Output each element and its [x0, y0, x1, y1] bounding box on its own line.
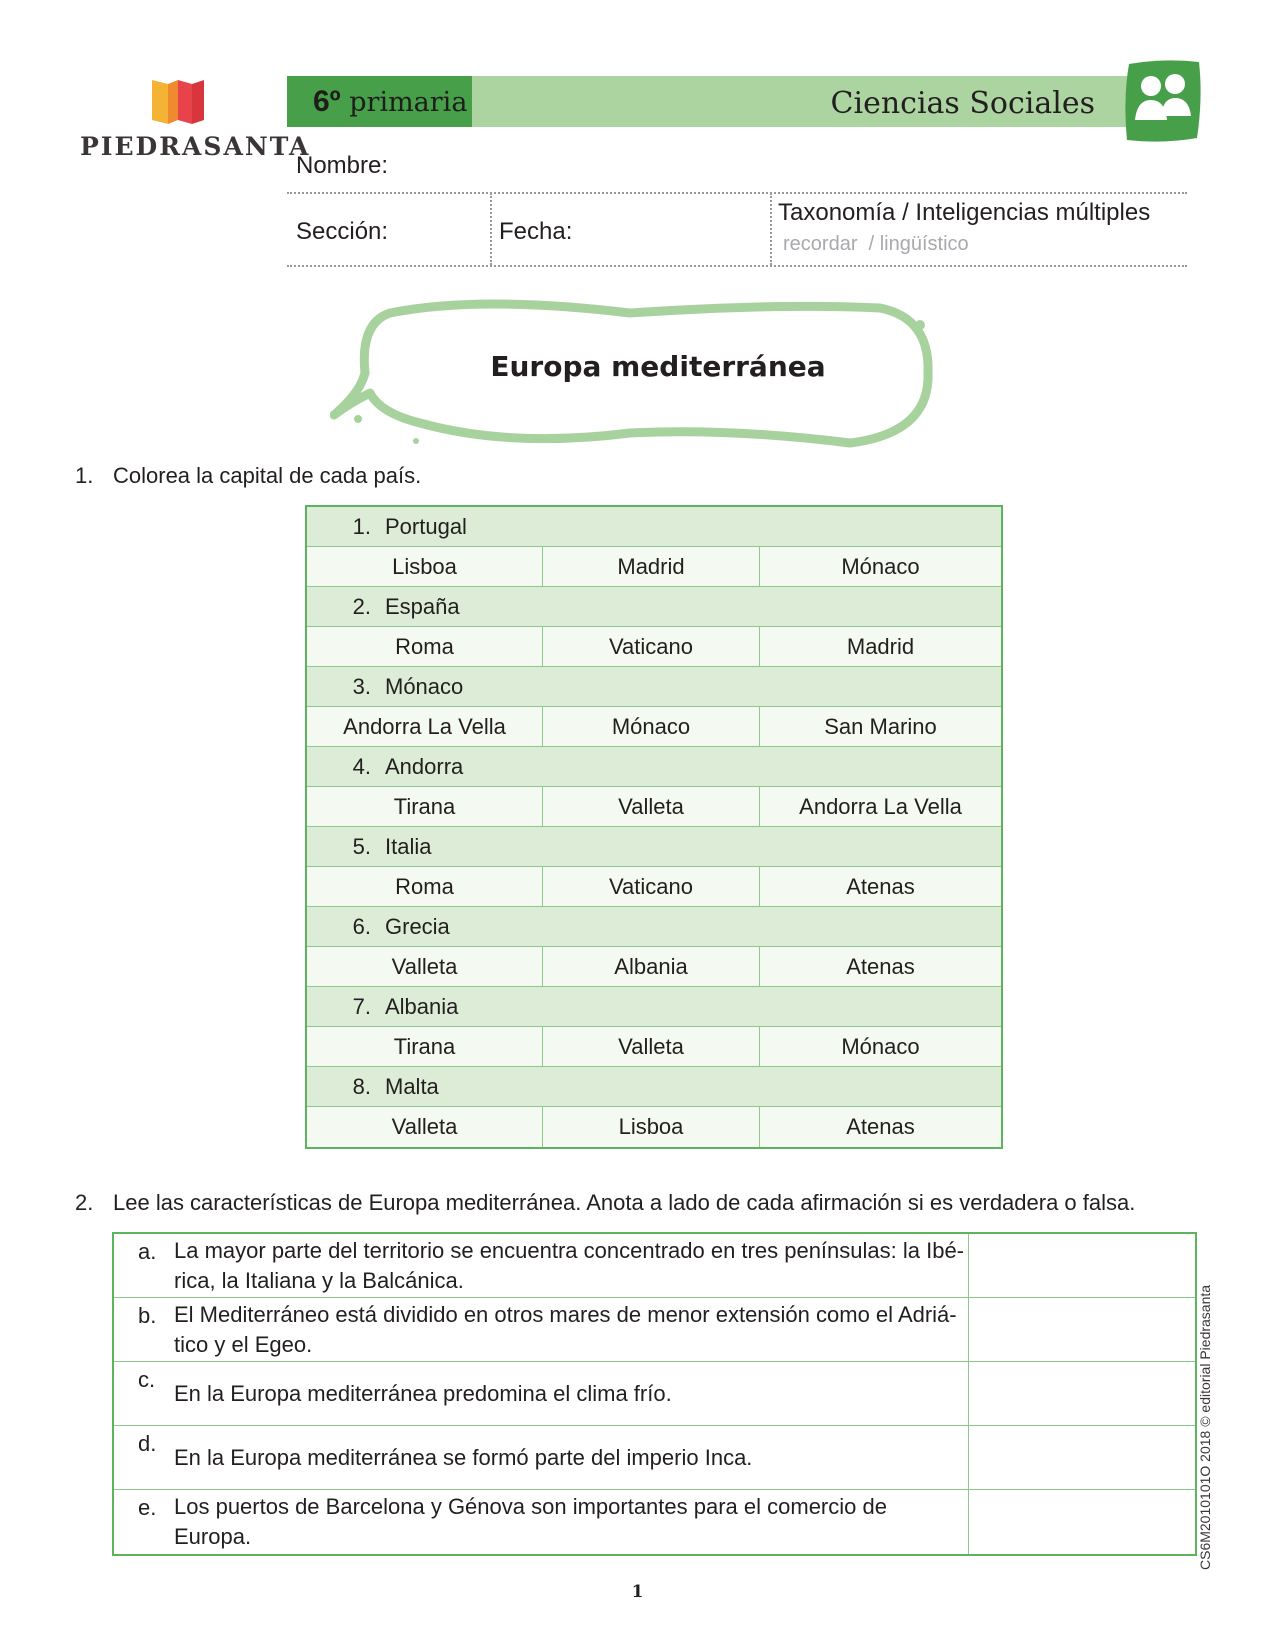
statement-cell — [114, 1426, 969, 1489]
country-name: Albania — [385, 993, 459, 1019]
country-row — [307, 987, 1001, 1027]
statement-row — [114, 1490, 1195, 1554]
capital-option[interactable]: Lisboa — [307, 547, 543, 586]
capital-option[interactable]: Lisboa — [543, 1107, 760, 1147]
capital-option[interactable]: Vaticano — [543, 627, 760, 666]
question-1-prompt — [75, 463, 421, 489]
statement-row — [114, 1298, 1195, 1362]
capital-option[interactable]: Valleta — [543, 1027, 760, 1066]
capital-option[interactable]: Vaticano — [543, 867, 760, 906]
capital-option[interactable]: Atenas — [846, 953, 915, 979]
capital-options-row — [307, 627, 1001, 667]
statement-cell — [114, 1490, 969, 1554]
answer-cell[interactable] — [969, 1490, 1195, 1554]
answer-cell[interactable] — [969, 1298, 1195, 1361]
statement-cell — [114, 1362, 969, 1425]
statement-row — [114, 1426, 1195, 1490]
taxonomy-label: Taxonomía / Inteligencias múltiples — [778, 199, 1151, 226]
statement-row — [114, 1234, 1195, 1298]
capital-options-row — [307, 707, 1001, 747]
page-number: 1 — [631, 1582, 644, 1602]
divider — [287, 265, 1187, 267]
country-number: 6. — [352, 913, 371, 939]
statement-cell — [114, 1298, 969, 1361]
capital-option[interactable]: Albania — [543, 947, 760, 986]
capital-option[interactable]: Madrid — [543, 547, 760, 586]
country-number: 8. — [352, 1073, 371, 1099]
question-2-prompt — [75, 1190, 1135, 1216]
seccion-label: Sección: — [296, 218, 389, 245]
country-number: 4. — [352, 753, 371, 779]
statement-cell — [114, 1234, 969, 1297]
country-name: Andorra — [385, 753, 464, 779]
capital-options-row — [307, 1107, 1001, 1147]
country-row — [307, 667, 1001, 707]
statement-text: La mayor parte del territorio se encuentra concentrado en tres penínsulas: la Ibé-rica, la Italiana y la Balcánica. — [174, 1237, 965, 1293]
question-number: 2. — [75, 1190, 94, 1215]
capital-option[interactable]: Andorra La Vella — [799, 793, 962, 819]
capital-option[interactable]: Andorra La Vella — [307, 707, 543, 746]
grade-number: 6º — [313, 85, 341, 118]
country-name: Portugal — [385, 513, 467, 539]
statement-letter: b. — [138, 1303, 157, 1328]
worksheet-title: Europa mediterránea — [490, 350, 826, 383]
capital-option[interactable]: Mónaco — [841, 553, 920, 579]
country-name: Italia — [385, 833, 432, 859]
country-number: 3. — [352, 673, 371, 699]
country-row — [307, 1067, 1001, 1107]
piedrasanta-logo — [80, 76, 311, 166]
capital-option[interactable]: Mónaco — [841, 1033, 920, 1059]
capital-option[interactable]: Valleta — [307, 947, 543, 986]
fecha-label: Fecha: — [499, 218, 573, 245]
grade-badge — [287, 76, 472, 127]
capital-options-row — [307, 947, 1001, 987]
capital-options-row — [307, 1027, 1001, 1067]
statement-letter: c. — [138, 1367, 156, 1392]
brand-wordmark: PIEDRASANTA — [80, 132, 311, 161]
country-name: España — [385, 593, 460, 619]
divider — [770, 193, 772, 265]
capital-option[interactable]: San Marino — [824, 713, 937, 739]
capital-option[interactable]: Valleta — [543, 787, 760, 826]
country-name: Mónaco — [385, 673, 464, 699]
capitals-table — [305, 505, 1003, 1149]
side-code: CS6M2010101O 2018 © editorial Piedrasanta — [1197, 1284, 1213, 1570]
statement-letter: e. — [138, 1495, 157, 1520]
statement-text: En la Europa mediterránea predomina el clima frío. — [174, 1380, 672, 1406]
country-row — [307, 587, 1001, 627]
question-text: Lee las características de Europa mediterránea. Anota a lado de cada afirmación si es verdadera o falsa. — [113, 1190, 1136, 1215]
statement-row — [114, 1362, 1195, 1426]
grade-label: primaria — [349, 87, 468, 118]
capital-option[interactable]: Roma — [307, 867, 543, 906]
statement-text: Los puertos de Barcelona y Génova son importantes para el comercio de Europa. — [174, 1494, 887, 1549]
book-logo-icon — [80, 76, 280, 132]
capital-option[interactable]: Tirana — [307, 787, 543, 826]
divider — [287, 192, 1187, 194]
question-number: 1. — [75, 463, 94, 488]
statement-text: El Mediterráneo está dividido en otros mares de menor extensión como el Adriá-tico y el Egeo. — [174, 1301, 957, 1357]
capital-options-row — [307, 867, 1001, 907]
answer-cell[interactable] — [969, 1426, 1195, 1489]
country-row — [307, 907, 1001, 947]
capital-option[interactable]: Atenas — [846, 1114, 915, 1139]
country-number: 5. — [352, 833, 371, 859]
nombre-label: Nombre: — [296, 152, 389, 179]
capital-option[interactable]: Roma — [307, 627, 543, 666]
country-name: Grecia — [385, 913, 450, 939]
question-text: Colorea la capital de cada país. — [113, 463, 422, 488]
capital-option[interactable]: Mónaco — [543, 707, 760, 746]
answer-cell[interactable] — [969, 1362, 1195, 1425]
country-number: 7. — [352, 993, 371, 1019]
answer-cell[interactable] — [969, 1234, 1195, 1297]
country-row — [307, 507, 1001, 547]
country-number: 1. — [352, 513, 371, 539]
country-number: 2. — [352, 593, 371, 619]
capital-option[interactable]: Tirana — [307, 1027, 543, 1066]
capital-option[interactable]: Atenas — [846, 873, 915, 899]
capital-options-row — [307, 787, 1001, 827]
people-group-icon — [1123, 58, 1203, 144]
capital-options-row — [307, 547, 1001, 587]
capital-option[interactable]: Madrid — [846, 633, 915, 659]
subject-title: Ciencias Sociales — [830, 86, 1095, 121]
taxonomy-value: recordar / lingüístico — [783, 233, 969, 255]
capital-option[interactable]: Valleta — [307, 1107, 543, 1147]
country-row — [307, 827, 1001, 867]
statement-letter: a. — [138, 1239, 157, 1264]
true-false-table — [112, 1232, 1197, 1556]
country-name: Malta — [385, 1073, 439, 1099]
statement-text: En la Europa mediterránea se formó parte del imperio Inca. — [174, 1444, 753, 1470]
divider — [490, 193, 492, 265]
statement-letter: d. — [138, 1431, 157, 1456]
country-row — [307, 747, 1001, 787]
